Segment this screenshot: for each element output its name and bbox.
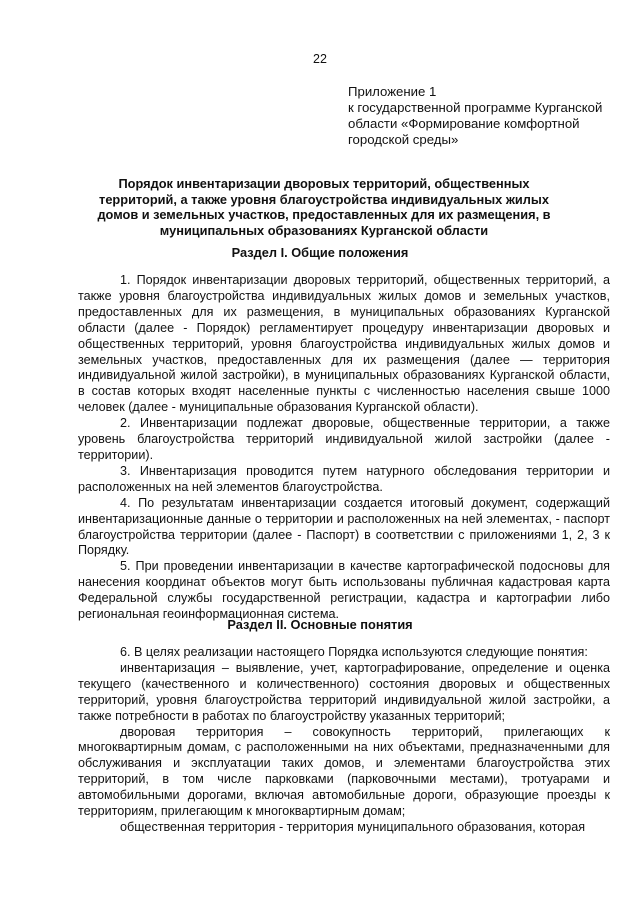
paragraph: общественная территория - территория муниципального образования, которая [120,819,586,834]
appendix-note [348,84,618,148]
section-2-heading: Раздел II. Основные понятия [227,617,413,632]
paragraph: 4. По результатам инвентаризации создается итоговый документ, содержащий инвентаризационные данные о территории и расположенных на ней элементах, - паспорт благоустройства территории (далее - Паспорт) в соответствии с приложениями 1, 2, 3 к Порядку. [78,495,610,558]
paragraph: инвентаризация – выявление, учет, картографирование, определение и оценка текущего (качественного и количественного) состояния дворовых и общественных территорий, уровня благоустройства территорий индивидуальной жилой застройки, а также потребности в работах по благоустройству указанных территорий; [78,660,610,723]
paragraph: 6. В целях реализации настоящего Порядка используются следующие понятия: [120,645,588,659]
appendix-line: области «Формирование комфортной [348,116,580,131]
section-2-body [78,645,610,836]
section-1-body [78,273,610,623]
document-title: Порядок инвентаризации дворовых территорий, общественных территорий, а также уровня благоустройства индивидуальных жилых домов и земельных участков, предоставленных для их размещения, в муниципальных образованиях Курганской области [97,176,551,238]
appendix-line: городской среды» [348,132,459,147]
paragraph: 5. При проведении инвентаризации в качестве картографической подосновы для нанесения координат объектов могут быть использованы публичная кадастровая карта Федеральной службы государственной регистрации, кадастра и картографии либо региональная геоинформационная система. [78,559,610,622]
section-1-heading: Раздел I. Общие положения [231,245,409,260]
appendix-line: к государственной программе Курганской [348,100,603,115]
paragraph: 3. Инвентаризация проводится путем натурного обследования территории и расположенных на ней элементов благоустройства. [78,463,610,494]
paragraph: 1. Порядок инвентаризации дворовых территорий, общественных территорий, а также уровня благоустройства индивидуальных жилых домов и земельных участков, предоставленных для их размещения, в муниципальных образованиях Курганской области (далее - Порядок) регламентирует процедуру инвентаризации дворовых и общественных территорий, уровня благоустройства индивидуальных жилых домов и земельных участков, предоставленных для их размещения (далее — территория индивидуальной жилой застройки), в муниципальных образованиях Курганской области, в состав которых входят населенные пункты с численностью населения свыше 1000 человек (далее - муниципальные образования Курганской области). [78,273,610,415]
page-number: 22 [313,52,327,66]
appendix-line: Приложение 1 [348,84,437,99]
paragraph: 2. Инвентаризации подлежат дворовые, общественные территории, а также уровень благоустройства территорий индивидуальной жилой застройки (далее - территории). [78,416,610,462]
paragraph: дворовая территория – совокупность территорий, прилегающих к многоквартирным домам, с расположенными на них объектами, предназначенными для обслуживания и эксплуатации таких домов, и элементами благоустройства этих территорий, в том числе парковками (парковочными местами), тротуарами и автомобильными дорогами, включая автомобильные дороги, образующие проезды к территориям, прилегающим к многоквартирным домам; [78,724,610,819]
